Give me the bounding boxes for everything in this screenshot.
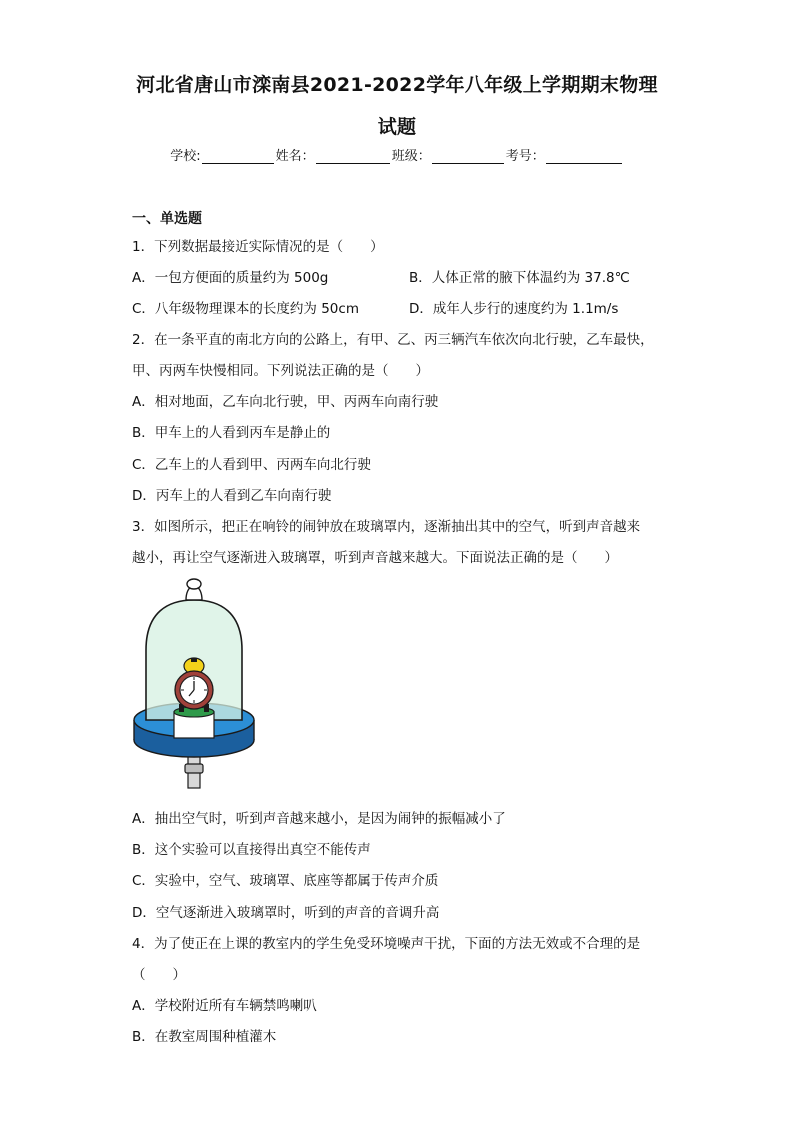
question-2-option-b: B．甲车上的人看到丙车是静止的 [132, 425, 331, 441]
question-1-stem: 1．下列数据最接近实际情况的是（ ） [132, 239, 384, 255]
name-label: 姓名： [275, 149, 315, 164]
exam-number-label: 考号： [505, 149, 545, 164]
question-2-option-c: C．乙车上的人看到甲、丙两车向北行驶 [132, 457, 371, 473]
section-heading: 一、单选题 [132, 211, 202, 227]
question-4-stem-line-2: （ ） [132, 967, 186, 983]
question-2-stem-line-1: 2．在一条平直的南北方向的公路上，有甲、乙、丙三辆汽车依次向北行驶，乙车最快， [132, 332, 654, 348]
valve-knob [185, 764, 203, 773]
question-4-option-b: B．在教室周围种植灌木 [132, 1029, 277, 1045]
question-1-option-b: B．人体正常的腋下体温约为 37.8℃ [409, 270, 630, 286]
question-1-option-a: A．一包方便面的质量约为 500g [132, 270, 329, 286]
question-3-option-d: D．空气逐渐进入玻璃罩时，听到的声音的音调升高 [132, 905, 440, 921]
question-3-stem-line-1: 3．如图所示，把正在响铃的闹钟放在玻璃罩内，逐渐抽出其中的空气，听到声音越来 [132, 519, 641, 535]
school-blank[interactable] [202, 149, 274, 164]
question-3-option-c: C．实验中，空气、玻璃罩、底座等都属于传声介质 [132, 873, 439, 889]
question-1-option-c: C．八年级物理课本的长度约为 50cm [132, 301, 359, 317]
exam-number-blank[interactable] [546, 149, 622, 164]
student-info-row [0, 145, 794, 164]
name-blank[interactable] [316, 149, 390, 164]
class-blank[interactable] [432, 149, 504, 164]
question-2-stem-line-2: 甲、丙两车快慢相同。下列说法正确的是（ ） [132, 363, 429, 379]
title-line-1: 河北省唐山市滦南县2021-2022学年八年级上学期期末物理 [136, 74, 658, 96]
question-4-option-a: A．学校附近所有车辆禁鸣喇叭 [132, 998, 317, 1014]
question-2-option-a: A．相对地面，乙车向北行驶，甲、丙两车向南行驶 [132, 394, 439, 410]
title-line-2: 试题 [377, 116, 417, 138]
question-3-stem-line-2: 越小，再让空气逐渐进入玻璃罩，听到声音越来越大。下面说法正确的是（ ） [132, 550, 618, 566]
school-label: 学校: [170, 149, 201, 164]
question-4-stem-line-1: 4．为了使正在上课的教室内的学生免受环境噪声干扰，下面的方法无效或不合理的是 [132, 936, 641, 952]
class-label: 班级： [391, 149, 431, 164]
question-3-option-b: B．这个实验可以直接得出真空不能传声 [132, 842, 371, 858]
question-2-option-d: D．丙车上的人看到乙车向南行驶 [132, 488, 332, 504]
question-3-option-a: A．抽出空气时，听到声音越来越小，是因为闹钟的振幅减小了 [132, 811, 506, 827]
question-1-option-d: D．成年人步行的速度约为 1.1m/s [409, 301, 619, 317]
bell-jar-alarm-clock-figure [130, 578, 258, 790]
